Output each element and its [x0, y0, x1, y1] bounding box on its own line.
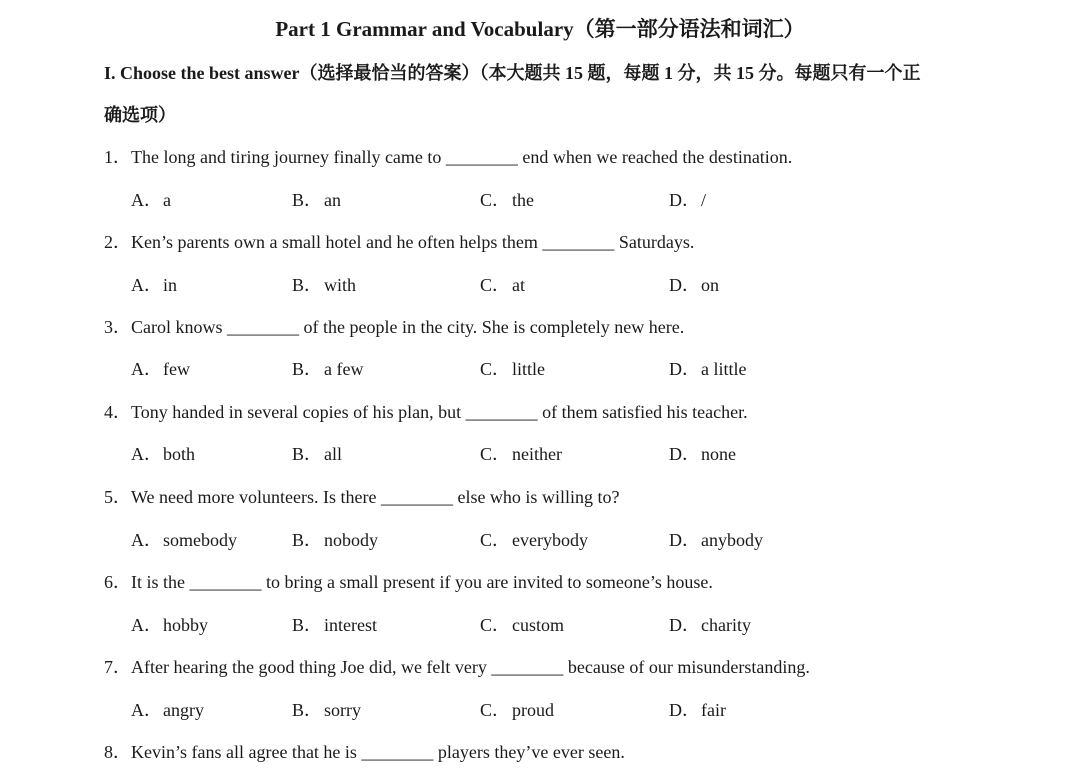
section-heading-line1 — [104, 59, 1004, 87]
question-text: The long and tiring journey finally came to ________ end when we reached the destination. — [131, 147, 793, 167]
option-b: B． an — [292, 190, 341, 210]
question-number: 1． — [104, 147, 131, 167]
question-number: 4． — [104, 402, 131, 422]
question-text: Kevin’s fans all agree that he is ________ players they’ve ever seen. — [131, 742, 625, 762]
option-a: A．somebody — [131, 530, 237, 550]
question-text: We need more volunteers. Is there ________ else who is willing to? — [131, 487, 620, 507]
option-c: C． proud — [480, 700, 554, 720]
question-text: Ken’s parents own a small hotel and he often helps them ________ Saturdays. — [131, 232, 695, 252]
question-text: It is the ________ to bring a small present if you are invited to someone’s house. — [131, 572, 713, 592]
option-c: C． at — [480, 275, 525, 295]
section-note-line1: （选择最恰当的答案）（本大题共 15 题，每题 1 分，共 15 分。每题只有一个正 — [299, 63, 921, 83]
option-d: D．none — [669, 444, 736, 464]
option-d: D．anybody — [669, 530, 763, 550]
option-a: A．in — [131, 275, 178, 295]
option-c: C． the — [480, 190, 534, 210]
question-7 — [104, 654, 1004, 680]
question-number: 5． — [104, 487, 131, 507]
option-c: C． neither — [480, 444, 562, 464]
option-a: A．a — [131, 190, 171, 210]
question-text: After hearing the good thing Joe did, we felt very ________ because of our misunderstanding. — [131, 657, 810, 677]
option-a: A．hobby — [131, 615, 208, 635]
option-d: D．on — [669, 275, 719, 295]
option-b: B． nobody — [292, 530, 378, 550]
option-b: B． with — [292, 275, 357, 295]
question-text: Carol knows ________ of the people in the city. She is completely new here. — [131, 317, 685, 337]
question-text: Tony handed in several copies of his plan, but ________ of them satisfied his teacher. — [131, 402, 748, 422]
option-d: D．/ — [669, 190, 707, 210]
option-b: B． interest — [292, 615, 377, 635]
option-c: C． little — [480, 359, 545, 379]
option-a: A．angry — [131, 700, 204, 720]
question-number: 6． — [104, 572, 131, 592]
question-8 — [104, 739, 1004, 765]
question-number: 3． — [104, 317, 131, 337]
question-4 — [104, 399, 1004, 425]
question-1 — [104, 144, 1004, 170]
option-d: D．fair — [669, 700, 726, 720]
option-c: C． everybody — [480, 530, 588, 550]
question-6 — [104, 569, 1004, 595]
section-heading-line2 — [104, 101, 1004, 129]
question-number: 2． — [104, 232, 131, 252]
option-b: B． sorry — [292, 700, 361, 720]
part-title: Part 1 Grammar and Vocabulary（第一部分语法和词汇） — [275, 17, 805, 41]
option-d: D．charity — [669, 615, 751, 635]
option-a: A．both — [131, 444, 196, 464]
question-5 — [104, 484, 1004, 510]
option-c: C． custom — [480, 615, 564, 635]
section-label: I. Choose the best answer — [104, 63, 300, 83]
option-d: D．a little — [669, 359, 747, 379]
question-3 — [104, 314, 1004, 340]
option-b: B． all — [292, 444, 342, 464]
section-note-line2: 确选项） — [104, 105, 176, 125]
question-2 — [104, 229, 1004, 255]
question-number: 8． — [104, 742, 131, 762]
option-b: B． a few — [292, 359, 364, 379]
question-number: 7． — [104, 657, 131, 677]
option-a: A．few — [131, 359, 190, 379]
